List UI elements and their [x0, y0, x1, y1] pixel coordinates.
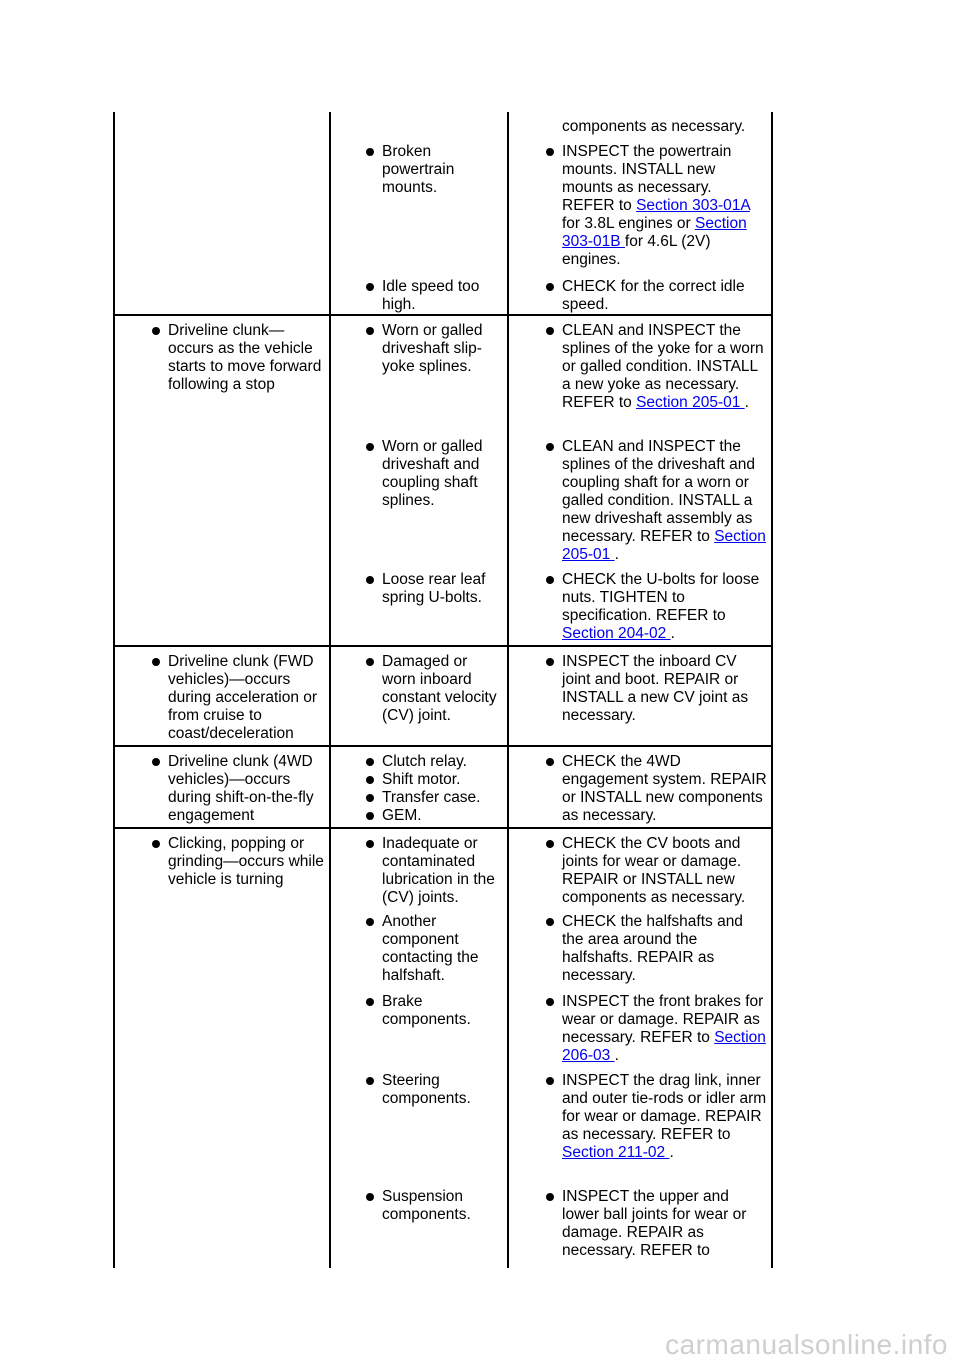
table-right-border: [771, 112, 773, 1268]
bullet-icon: [366, 998, 374, 1006]
action-list: [542, 438, 767, 564]
cause-list: [362, 438, 504, 510]
bullet-icon: [366, 758, 374, 766]
bullet-icon: [366, 840, 374, 848]
condition-item: Driveline clunk (4WD vehicles)—occurs during shift-on-the-fly engagement: [148, 753, 325, 825]
action-item: CHECK the halfshafts and the area around the halfshafts. REPAIR as necessary.: [542, 913, 767, 985]
cause-item: Suspension components.: [362, 1188, 504, 1224]
cause-item: Transfer case.: [362, 789, 504, 807]
condition-item: Clicking, popping or grinding—occurs while vehicle is turning: [148, 835, 325, 889]
cause-list: [362, 753, 504, 825]
cause-item: Another component contacting the halfshaft.: [362, 913, 504, 985]
bullet-icon: [546, 840, 554, 848]
action-list: [542, 278, 767, 314]
bullet-icon: [366, 812, 374, 820]
section-link[interactable]: Section 211-02: [562, 1144, 670, 1161]
action-list: [542, 1072, 767, 1162]
action-item: CHECK the CV boots and joints for wear or damage. REPAIR or INSTALL new components as necessary.: [542, 835, 767, 907]
bullet-icon: [546, 1193, 554, 1201]
action-item: INSPECT the drag link, inner and outer tie-rods or idler arm for wear or damage. REPAIR as necessary. REFER to Section 211-02 .: [542, 1072, 767, 1162]
cause-item: Worn or galled driveshaft and coupling shaft splines.: [362, 438, 504, 510]
action-item: INSPECT the front brakes for wear or damage. REPAIR as necessary. REFER to Section 206-03 .: [542, 993, 767, 1065]
action-item: CLEAN and INSPECT the splines of the driveshaft and coupling shaft for a worn or galled condition. INSTALL a new driveshaft assembly as necessary. REFER to Section 205-01 .: [542, 438, 767, 564]
action-item: INSPECT the powertrain mounts. INSTALL new mounts as necessary. REFER to Section 303-01A for 3.8L engines or Section 303-01B for 4.6L (2V) engines.: [542, 143, 767, 269]
bullet-icon: [366, 1193, 374, 1201]
bullet-icon: [366, 658, 374, 666]
cause-list: [362, 1188, 504, 1224]
bullet-icon: [546, 443, 554, 451]
action-list: [542, 143, 767, 269]
table-col-divider-1: [329, 112, 331, 1268]
cause-list: [362, 143, 504, 197]
cause-list: [362, 835, 504, 907]
row-divider-1: [113, 314, 773, 316]
row-divider-2: [113, 645, 773, 647]
cause-item: Loose rear leaf spring U-bolts.: [362, 571, 504, 607]
action-item: INSPECT the upper and lower ball joints for wear or damage. REPAIR as necessary. REFER to: [542, 1188, 767, 1260]
cause-item: Idle speed too high.: [362, 278, 504, 314]
cause-item: Worn or galled driveshaft slip-yoke splines.: [362, 322, 504, 376]
cause-list: [362, 993, 504, 1029]
action-list: [542, 993, 767, 1065]
cause-item: Inadequate or contaminated lubrication in the (CV) joints.: [362, 835, 504, 907]
action-list: [542, 571, 767, 643]
bullet-icon: [546, 576, 554, 584]
cause-item: Steering components.: [362, 1072, 504, 1108]
action-list: [542, 322, 767, 412]
cause-list: [362, 913, 504, 985]
action-list: [542, 1188, 767, 1260]
condition-cell: [148, 753, 325, 825]
condition-item: Driveline clunk (FWD vehicles)—occurs during acceleration or from cruise to coast/deceleration: [148, 653, 325, 743]
section-link[interactable]: Section 204-02: [562, 625, 671, 642]
bullet-icon: [546, 918, 554, 926]
condition-cell: [148, 322, 325, 394]
bullet-icon: [152, 840, 160, 848]
bullet-icon: [366, 443, 374, 451]
condition-item: Driveline clunk—occurs as the vehicle starts to move forward following a stop: [148, 322, 325, 394]
row-divider-4: [113, 827, 773, 829]
cause-item: Brake components.: [362, 993, 504, 1029]
action-item: INSPECT the inboard CV joint and boot. REPAIR or INSTALL a new CV joint as necessary.: [542, 653, 767, 725]
cause-item: GEM.: [362, 807, 504, 825]
bullet-icon: [152, 758, 160, 766]
cause-list: [362, 571, 504, 607]
section-link[interactable]: Section 205-01: [562, 528, 766, 563]
section-link[interactable]: Section 205-01: [636, 394, 745, 411]
bullet-icon: [546, 1077, 554, 1085]
bullet-icon: [546, 283, 554, 291]
cause-item: Broken powertrain mounts.: [362, 143, 504, 197]
bullet-icon: [366, 576, 374, 584]
table-col-divider-2: [507, 112, 509, 1268]
section-link[interactable]: Section 303-01A: [636, 197, 750, 214]
action-item: CHECK for the correct idle speed.: [542, 278, 767, 314]
action-list: [542, 913, 767, 985]
bullet-icon: [546, 658, 554, 666]
bullet-icon: [152, 327, 160, 335]
bullet-icon: [366, 794, 374, 802]
table-left-border: [113, 112, 115, 1268]
cause-item: Shift motor.: [362, 771, 504, 789]
bullet-icon: [546, 758, 554, 766]
condition-cell: [148, 835, 325, 889]
action-list: [542, 753, 767, 825]
row-divider-3: [113, 745, 773, 747]
action-item: CHECK the 4WD engagement system. REPAIR or INSTALL new components as necessary.: [542, 753, 767, 825]
cause-list: [362, 653, 504, 725]
action-item: CHECK the U-bolts for loose nuts. TIGHTEN to specification. REFER to Section 204-02 .: [542, 571, 767, 643]
bullet-icon: [546, 148, 554, 156]
action-list: [542, 835, 767, 907]
bullet-icon: [366, 1077, 374, 1085]
bullet-icon: [546, 998, 554, 1006]
continued-text: components as necessary.: [562, 118, 746, 135]
cause-list: [362, 1072, 504, 1108]
bullet-icon: [366, 776, 374, 784]
action-list: [542, 653, 767, 725]
bullet-icon: [366, 918, 374, 926]
cause-list: [362, 322, 504, 376]
section-link[interactable]: Section 303-01B: [562, 215, 747, 250]
cause-item: Damaged or worn inboard constant velocity (CV) joint.: [362, 653, 504, 725]
bullet-icon: [366, 283, 374, 291]
bullet-icon: [366, 327, 374, 335]
bullet-icon: [366, 148, 374, 156]
cause-list: [362, 278, 504, 314]
action-item: CLEAN and INSPECT the splines of the yoke for a worn or galled condition. INSTALL a new yoke as necessary. REFER to Section 205-01 .: [542, 322, 767, 412]
bullet-icon: [546, 327, 554, 335]
section-link[interactable]: Section 206-03: [562, 1029, 766, 1064]
cause-item: Clutch relay.: [362, 753, 504, 771]
bullet-icon: [152, 658, 160, 666]
condition-cell: [148, 653, 325, 743]
watermark: carmanualsonline.info: [665, 1329, 948, 1360]
